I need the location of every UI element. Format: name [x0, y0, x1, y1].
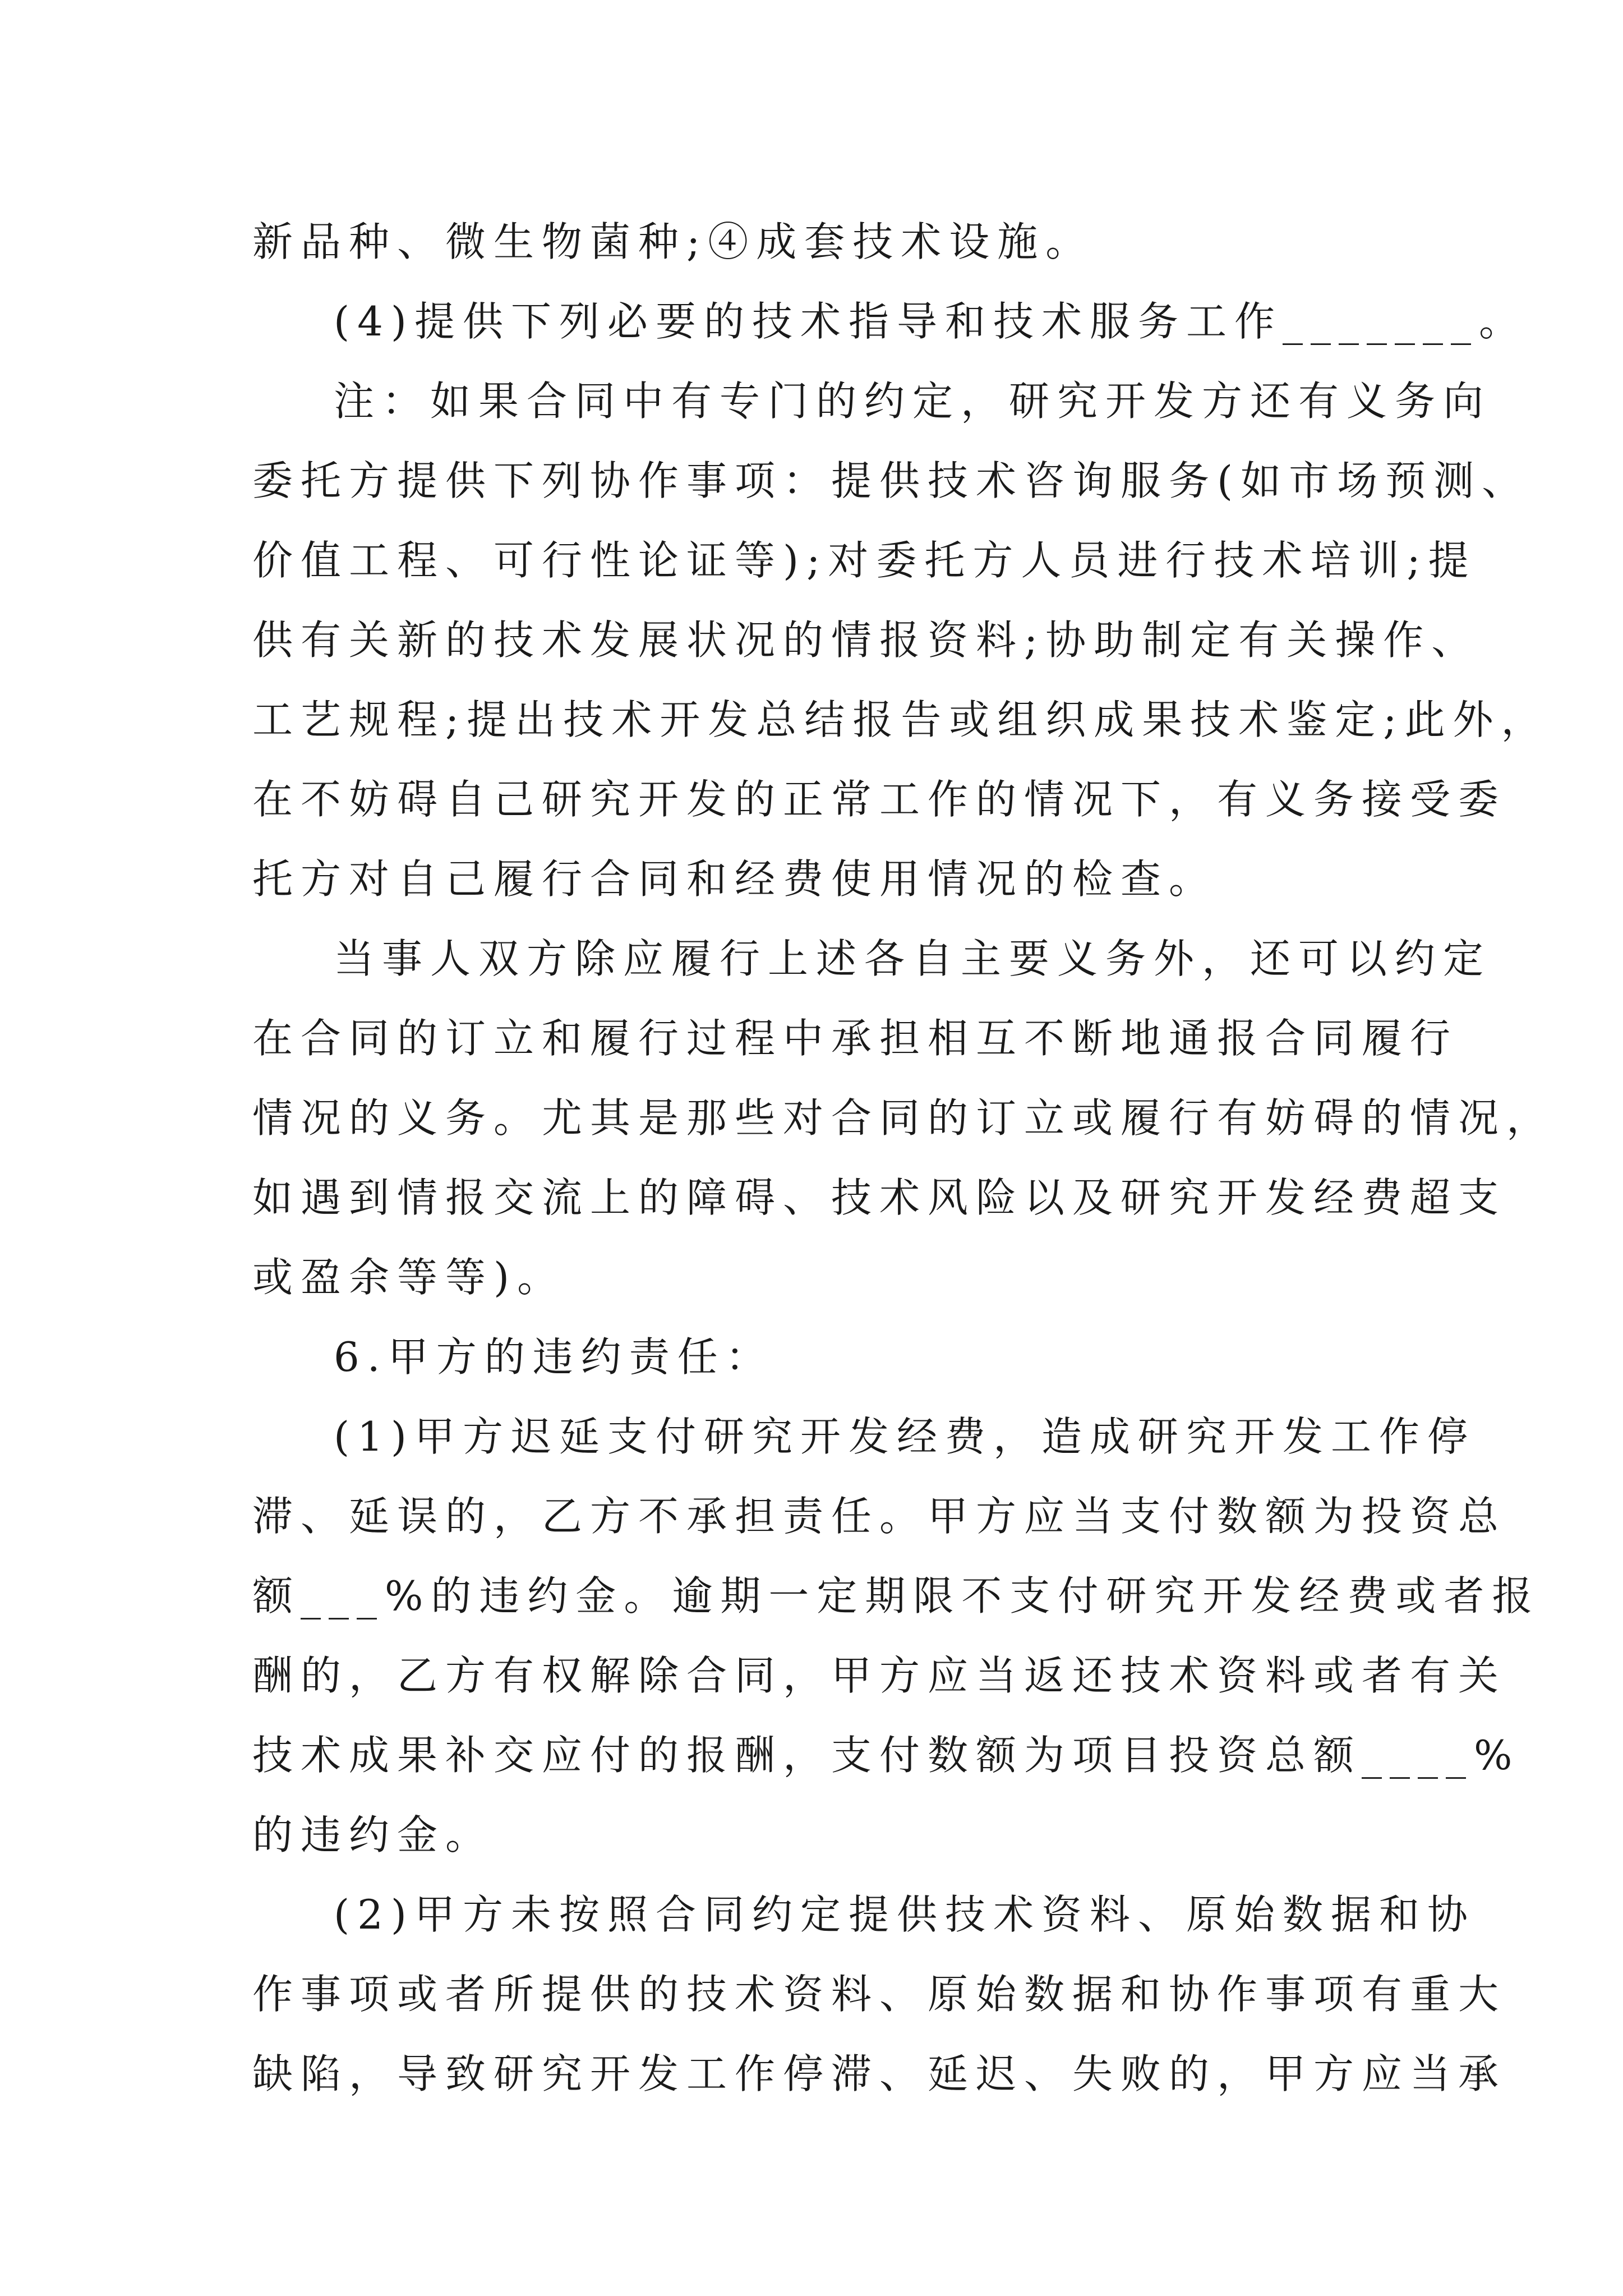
text-line: 额___%的违约金。逾期一定期限不支付研究开发经费或者报	[252, 1572, 1541, 1619]
text-line: 新品种、微生物菌种;④成套技术设施。	[252, 218, 1094, 265]
text-line: 注：如果合同中有专门的约定，研究开发方还有义务向	[334, 378, 1492, 425]
text-line: 酬的，乙方有权解除合同，甲方应当返还技术资料或者有关	[252, 1652, 1507, 1699]
text-line: 技术成果补交应付的报酬，支付数额为项目投资总额____%	[252, 1732, 1520, 1779]
text-line: (2)甲方未按照合同约定提供技术资料、原始数据和协	[334, 1891, 1476, 1938]
text-line: 供有关新的技术发展状况的情报资料;协助制定有关操作、	[252, 616, 1480, 664]
text-line: (4)提供下列必要的技术指导和技术服务工作_______。	[334, 298, 1527, 345]
text-line: 如遇到情报交流上的障碍、技术风险以及研究开发经费超支	[252, 1174, 1507, 1221]
section-heading: 6.甲方的违约责任：	[334, 1333, 774, 1381]
document-body	[252, 202, 1555, 2114]
text-line: 作事项或者所提供的技术资料、原始数据和协作事项有重大	[252, 1971, 1507, 2018]
text-line: 在不妨碍自己研究开发的正常工作的情况下，有义务接受委	[252, 776, 1507, 823]
text-line: 或盈余等等)。	[252, 1254, 566, 1301]
text-line: 的违约金。	[252, 1811, 494, 1858]
text-line: 工艺规程;提出技术开发总结报告或组织成果技术鉴定;此外，	[252, 696, 1550, 743]
text-line: 当事人双方除应履行上述各自主要义务外，还可以约定	[334, 935, 1492, 982]
text-line: 托方对自己履行合同和经费使用情况的检查。	[252, 855, 1218, 903]
text-line: 在合同的订立和履行过程中承担相互不断地通报合同履行	[252, 1015, 1459, 1062]
text-line: 滞、延误的，乙方不承担责任。甲方应当支付数额为投资总	[252, 1493, 1507, 1540]
text-line: 价值工程、可行性论证等);对委托方人员进行技术培训;提	[252, 537, 1477, 584]
text-line: 委托方提供下列协作事项：提供技术咨询服务(如市场预测、	[252, 457, 1530, 504]
text-line: (1)甲方迟延支付研究开发经费，造成研究开发工作停	[334, 1413, 1476, 1460]
text-line: 缺陷，导致研究开发工作停滞、延迟、失败的，甲方应当承	[252, 2050, 1507, 2097]
text-line: 情况的义务。尤其是那些对合同的订立或履行有妨碍的情况，	[252, 1094, 1555, 1142]
